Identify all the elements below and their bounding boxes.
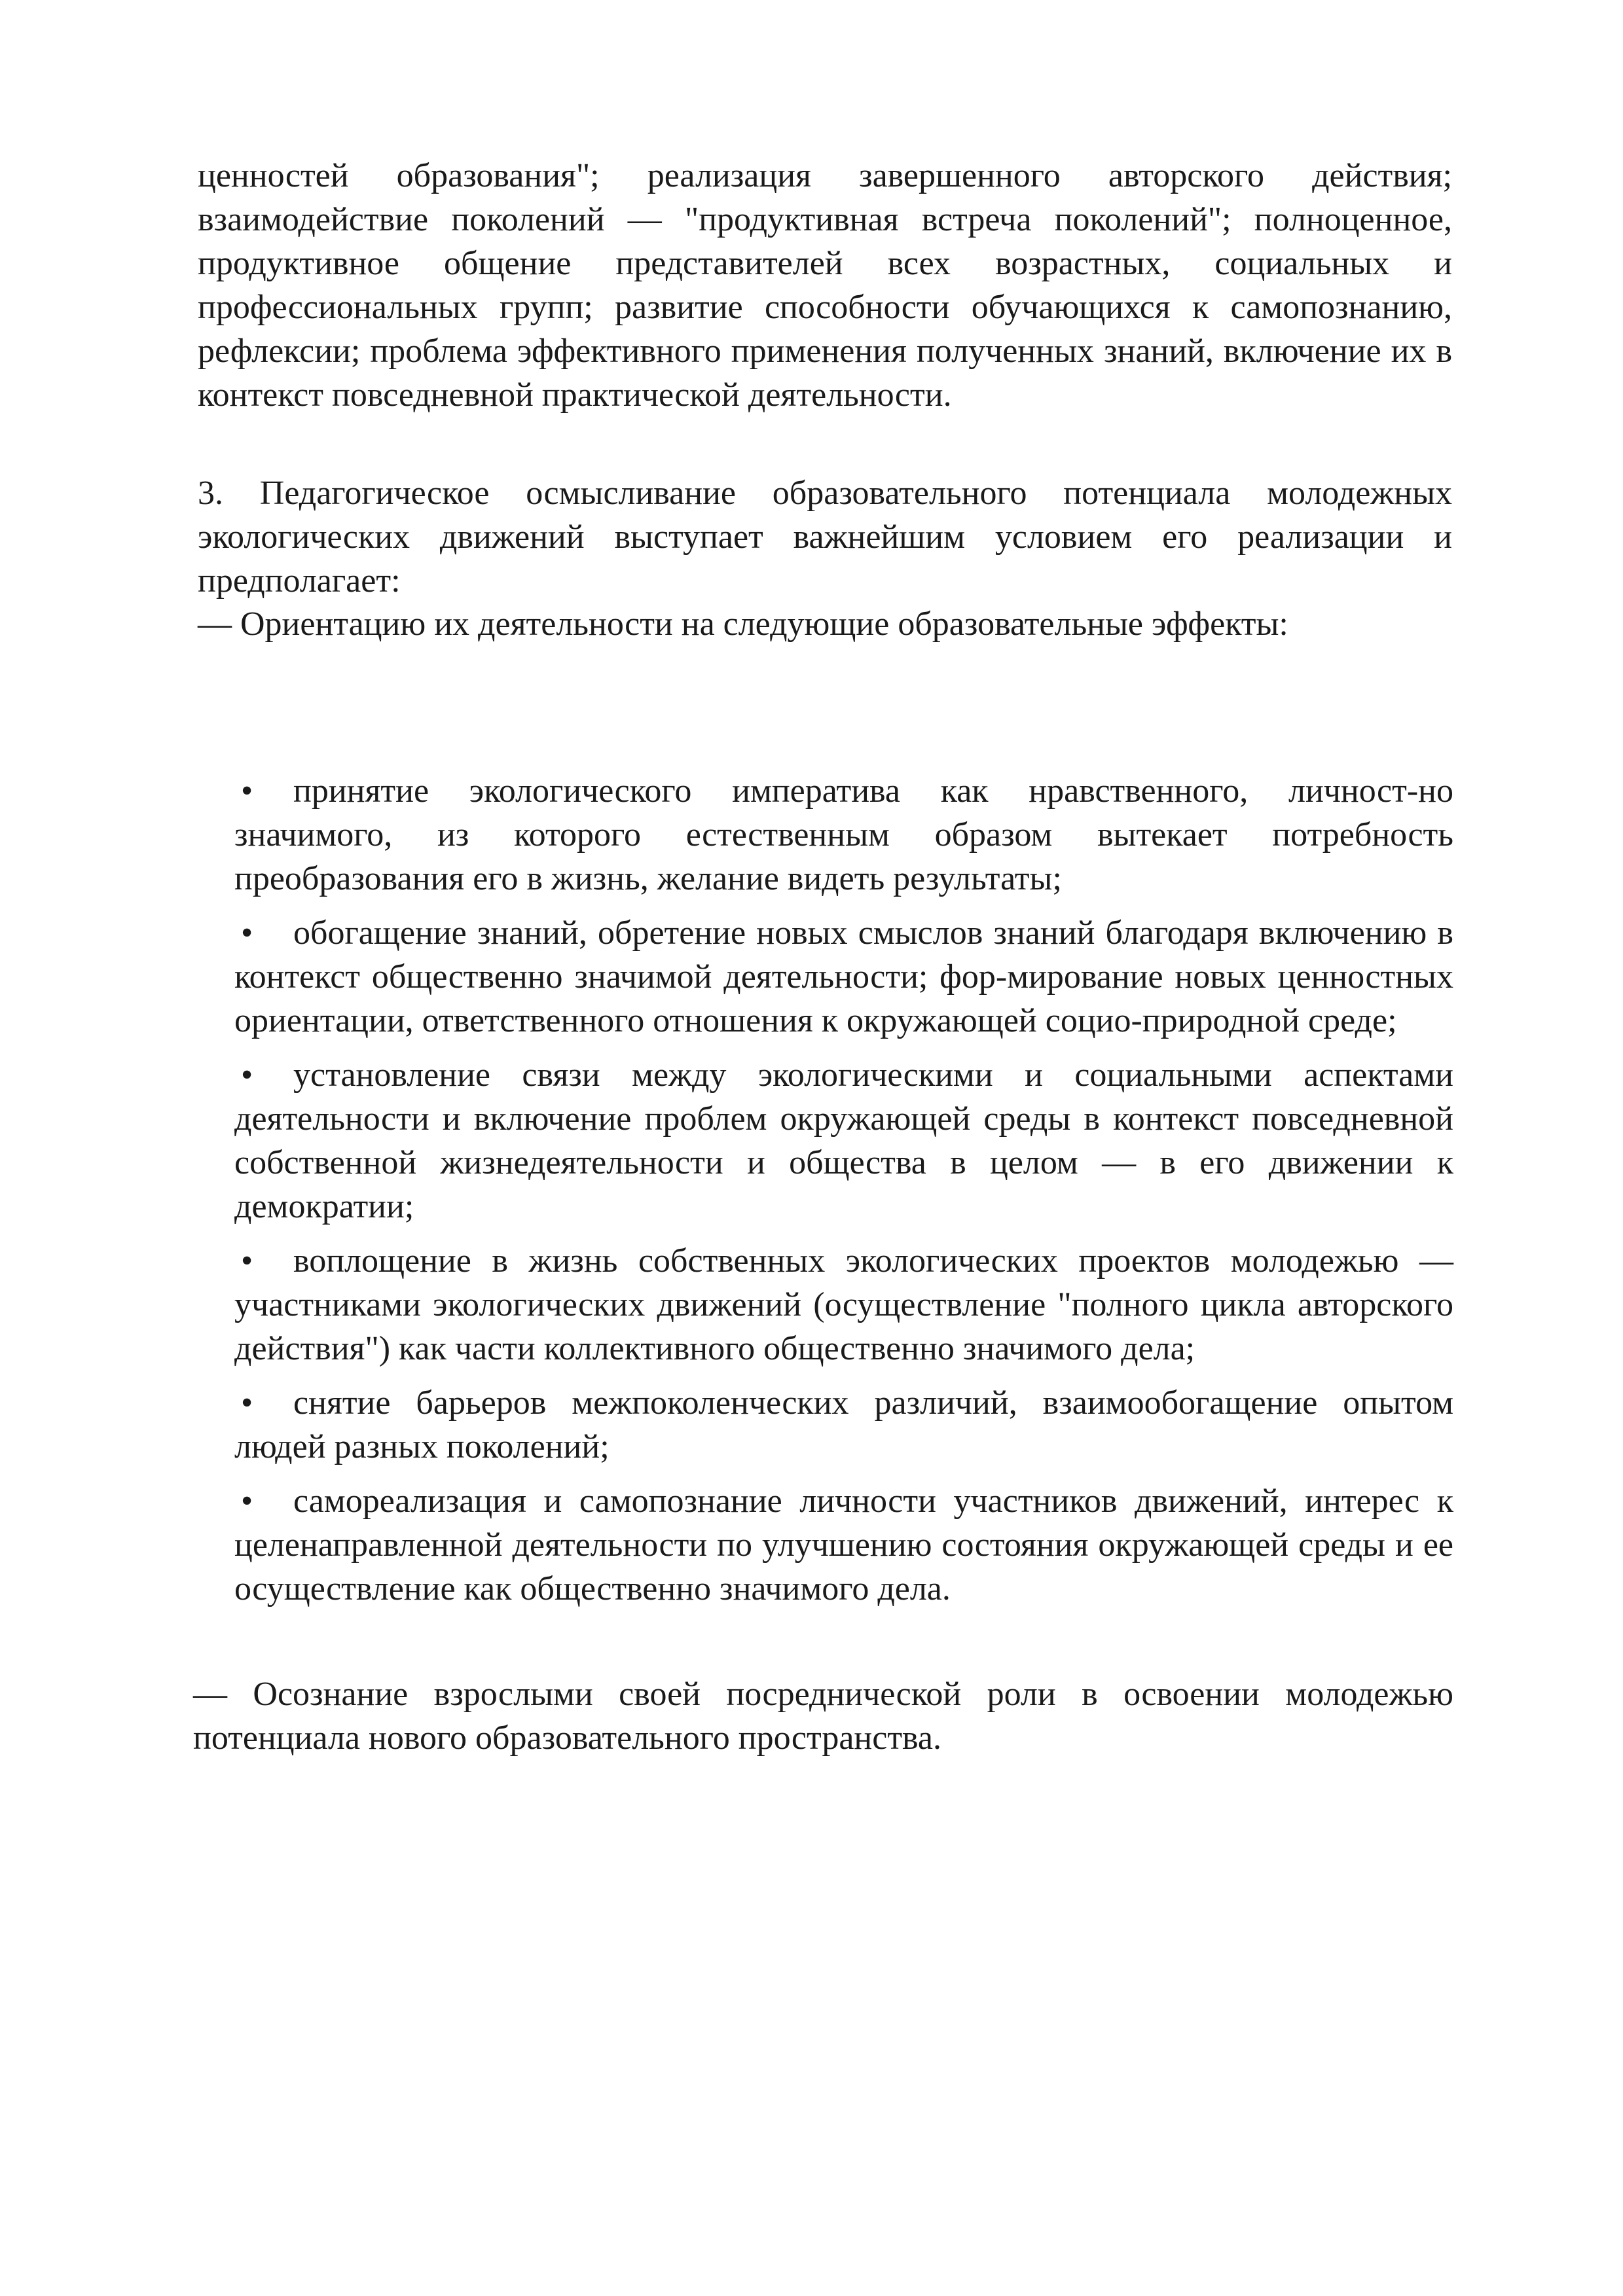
bullet-icon: • [241, 914, 253, 952]
dash-item-orientation: — Ориентацию их деятельности на следующие образовательные эффекты: [198, 605, 1288, 643]
bullet-icon: • [241, 1482, 253, 1520]
paragraph-3: 3. Педагогическое осмысливание образовательного потенциала молодежных экологических движений выступает важнейшим условием его реализации и предполагает: [198, 475, 1452, 600]
bullet-list [234, 769, 1453, 1621]
list-item [234, 1381, 1453, 1469]
bullet-icon: • [241, 1384, 253, 1422]
dash-item-awareness: — Осознание взрослыми своей посреднической роли в освоении молодежью потенциала нового образовательного пространства. [193, 1676, 1453, 1757]
bullet-icon: • [241, 1242, 253, 1280]
list-item [234, 769, 1453, 901]
list-item [234, 1479, 1453, 1611]
bullet-icon: • [241, 1056, 253, 1094]
list-item [234, 1239, 1453, 1371]
list-item [234, 911, 1453, 1043]
list-item-text: самореализация и самопознание личности участников движений, интерес к целенаправленной деятельности по улучшению состояния окружающей среды и ее осуществление как общественно значимого дела. [234, 1482, 1453, 1607]
list-item-text: установление связи между экологическими и социальными аспектами деятельности и включение проблем окружающей среды в контекст повседневной собственной жизнедеятельности и общества в целом — в его движении к демократии; [234, 1056, 1453, 1225]
bullet-icon: • [241, 772, 253, 810]
list-item-text: снятие барьеров межпоколенческих различий, взаимообогащение опытом людей разных поколений; [234, 1384, 1453, 1465]
list-item [234, 1053, 1453, 1229]
paragraph-continuation: ценностей образования"; реализация завершенного авторского действия; взаимодействие поколений — "продуктивная встреча поколений"; полноценное, продуктивное общение представителей всех возрастных, социальных и профессиональных групп; развитие способности обучающихся к самопознанию, рефлексии; проблема эффективного применения полученных знаний, включение их в контекст повседневной практической деятельности. [198, 157, 1452, 414]
list-item-text: обогащение знаний, обретение новых смыслов знаний благодаря включению в контекст общественно значимой деятельности; фор-мирование новых ценностных ориентации, ответственного отношения к окружающей социо-природной среде; [234, 914, 1453, 1039]
list-item-text: воплощение в жизнь собственных экологических проектов молодежью — участниками экологических движений (осуществление "полного цикла авторского действия") как части коллективного общественно значимого дела; [234, 1242, 1453, 1367]
list-item-text: принятие экологического императива как нравственного, личност-но значимого, из которого естественным образом вытекает потребность преобразования его в жизнь, желание видеть результаты; [234, 772, 1453, 897]
